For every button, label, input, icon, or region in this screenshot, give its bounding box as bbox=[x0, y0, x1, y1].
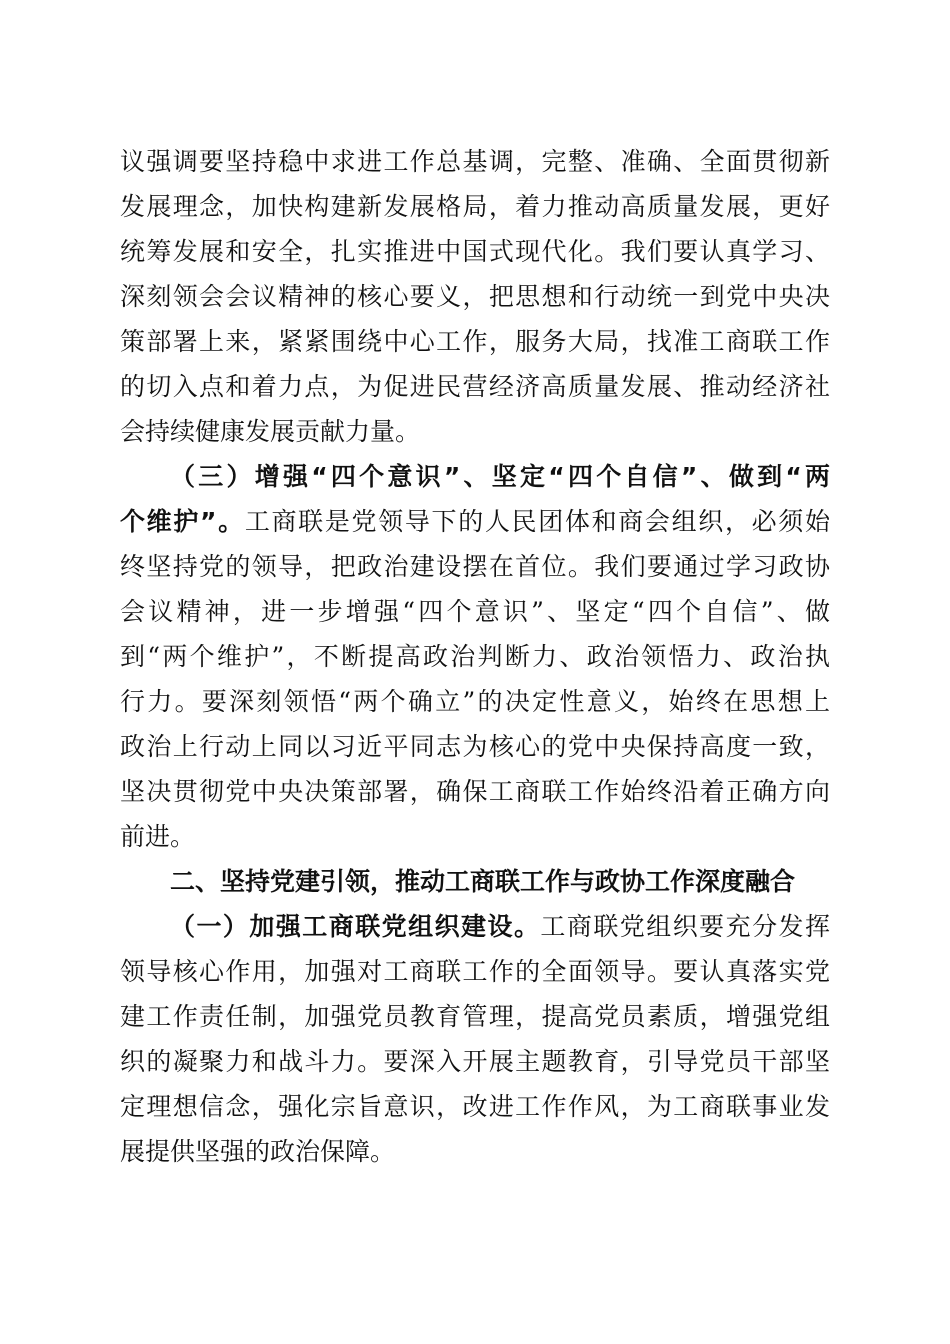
text-line bbox=[120, 502, 830, 542]
text-line: 发展理念，加快构建新发展格局，着力推动高质量发展，更好 bbox=[120, 192, 830, 221]
text-line: 政治上行动上同以习近平同志为核心的党中央保持高度一致， bbox=[120, 732, 830, 761]
text-line: 深刻领会会议精神的核心要义，把思想和行动统一到党中央决 bbox=[120, 282, 830, 311]
text-line: 织的凝聚力和战斗力。要深入开展主题教育，引导党员干部坚 bbox=[120, 1047, 830, 1076]
text-line bbox=[170, 907, 830, 947]
text-line: 会持续健康发展贡献力量。 bbox=[120, 417, 421, 446]
text-line: 领导核心作用，加强对工商联工作的全面领导。要认真落实党 bbox=[120, 957, 830, 986]
text-line: 建工作责任制，加强党员教育管理，提高党员素质，增强党组 bbox=[120, 1002, 830, 1031]
text-line: 坚决贯彻党中央决策部署，确保工商联工作始终沿着正确方向 bbox=[120, 777, 830, 806]
text-line: 的切入点和着力点，为促进民营经济高质量发展、推动经济社 bbox=[120, 372, 830, 401]
text-line: 行力。要深刻领悟“两个确立”的决定性意义，始终在思想上 bbox=[120, 687, 830, 716]
text-span: 工商联是党领导下的人民团体和商会组织，必须始 bbox=[244, 507, 830, 536]
subsection-title-end: 个维护”。 bbox=[120, 507, 245, 536]
text-line: 统筹发展和安全，扎实推进中国式现代化。我们要认真学习、 bbox=[120, 237, 830, 266]
subsection-title: （三）增强“四个意识”、坚定“四个自信”、做到“两 bbox=[170, 462, 830, 491]
text-line: 策部署上来，紧紧围绕中心工作，服务大局，找准工商联工作 bbox=[120, 327, 830, 356]
text-line: 定理想信念，强化宗旨意识，改进工作作风，为工商联事业发 bbox=[120, 1092, 830, 1121]
subsection-title: （一）加强工商联党组织建设。 bbox=[170, 912, 541, 941]
text-line: 到“两个维护”，不断提高政治判断力、政治领悟力、政治执 bbox=[120, 642, 830, 671]
text-line: 终坚持党的领导，把政治建设摆在首位。我们要通过学习政协 bbox=[120, 552, 830, 581]
text-span: 工商联党组织要充分发挥 bbox=[540, 912, 830, 941]
text-line: 会议精神，进一步增强“四个意识”、坚定“四个自信”、做 bbox=[120, 597, 830, 626]
text-line: 展提供坚强的政治保障。 bbox=[120, 1137, 396, 1166]
text-line: 前进。 bbox=[120, 822, 196, 851]
section-heading: 二、坚持党建引领，推动工商联工作与政协工作深度融合 bbox=[170, 867, 796, 896]
text-line: 议强调要坚持稳中求进工作总基调，完整、准确、全面贯彻新 bbox=[120, 147, 830, 176]
